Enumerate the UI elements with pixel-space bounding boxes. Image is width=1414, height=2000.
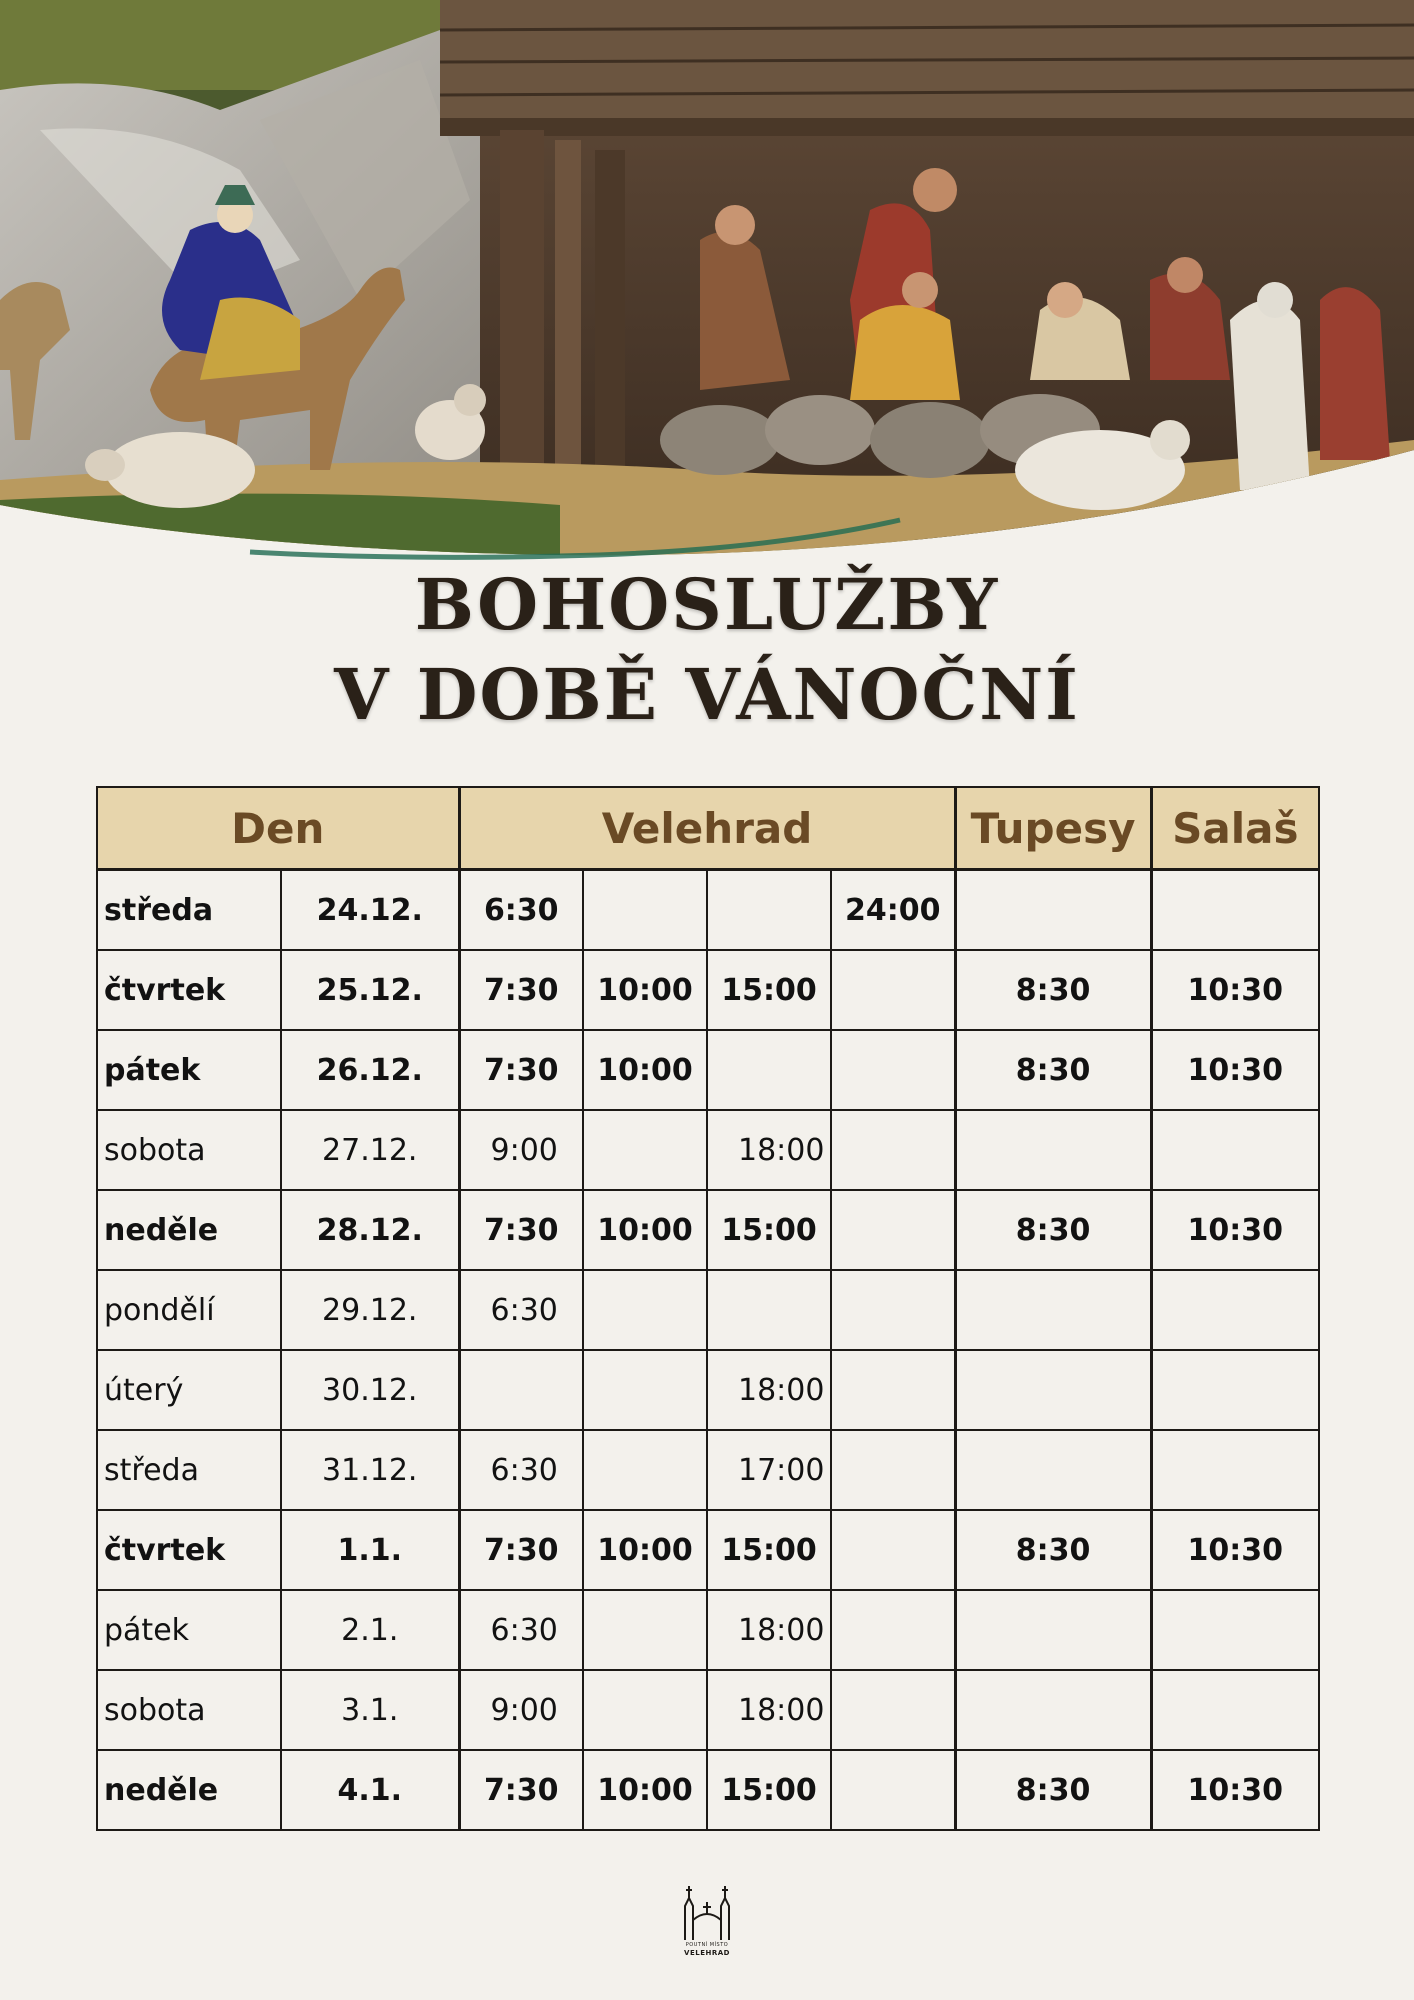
tupesy-time: 8:30 xyxy=(955,1510,1151,1590)
salas-time xyxy=(1151,1110,1319,1190)
salas-time xyxy=(1151,1590,1319,1670)
salas-time: 10:30 xyxy=(1151,950,1319,1030)
tupesy-time xyxy=(955,1430,1151,1510)
velehrad-time-2: 10:00 xyxy=(583,1190,707,1270)
salas-time: 10:30 xyxy=(1151,1510,1319,1590)
velehrad-time-2 xyxy=(583,1110,707,1190)
salas-time xyxy=(1151,1270,1319,1350)
velehrad-time-4 xyxy=(831,1430,955,1510)
tupesy-time xyxy=(955,1350,1151,1430)
logo-big-text: VELEHRAD xyxy=(684,1949,730,1957)
header-den: Den xyxy=(97,787,459,870)
tupesy-time: 8:30 xyxy=(955,1190,1151,1270)
velehrad-time-4 xyxy=(831,1590,955,1670)
salas-time xyxy=(1151,1430,1319,1510)
salas-time xyxy=(1151,1350,1319,1430)
table-row xyxy=(97,1190,1319,1270)
velehrad-time-4 xyxy=(831,1350,955,1430)
velehrad-time-4 xyxy=(831,1750,955,1830)
tupesy-time xyxy=(955,1270,1151,1350)
header-tupesy: Tupesy xyxy=(955,787,1151,870)
tupesy-time: 8:30 xyxy=(955,950,1151,1030)
velehrad-time-4 xyxy=(831,1670,955,1750)
church-towers-icon xyxy=(679,1880,735,1942)
table-row xyxy=(97,1510,1319,1590)
day-cell: středa xyxy=(97,870,281,951)
day-cell: sobota xyxy=(97,1110,281,1190)
velehrad-time-2: 10:00 xyxy=(583,950,707,1030)
day-cell: neděle xyxy=(97,1190,281,1270)
date-cell: 30.12. xyxy=(281,1350,459,1430)
day-cell: sobota xyxy=(97,1670,281,1750)
date-cell: 29.12. xyxy=(281,1270,459,1350)
title-line-2: V DOBĚ VÁNOČNÍ xyxy=(334,653,1080,736)
day-cell: neděle xyxy=(97,1750,281,1830)
day-cell: středa xyxy=(97,1430,281,1510)
velehrad-time-3: 18:00 xyxy=(707,1350,831,1430)
salas-time: 10:30 xyxy=(1151,1030,1319,1110)
day-cell: pondělí xyxy=(97,1270,281,1350)
velehrad-time-1: 6:30 xyxy=(459,1270,583,1350)
velehrad-time-3 xyxy=(707,870,831,951)
velehrad-time-1: 9:00 xyxy=(459,1670,583,1750)
day-cell: čtvrtek xyxy=(97,1510,281,1590)
table-row xyxy=(97,1590,1319,1670)
velehrad-time-3 xyxy=(707,1030,831,1110)
velehrad-time-1: 7:30 xyxy=(459,1510,583,1590)
velehrad-time-4 xyxy=(831,1030,955,1110)
date-cell: 24.12. xyxy=(281,870,459,951)
velehrad-time-2: 10:00 xyxy=(583,1750,707,1830)
velehrad-time-3: 18:00 xyxy=(707,1110,831,1190)
salas-time xyxy=(1151,1670,1319,1750)
table-row xyxy=(97,1350,1319,1430)
velehrad-time-2 xyxy=(583,1430,707,1510)
date-cell: 28.12. xyxy=(281,1190,459,1270)
page-title xyxy=(0,560,1414,740)
tupesy-time xyxy=(955,870,1151,951)
table-row xyxy=(97,1430,1319,1510)
velehrad-time-2 xyxy=(583,1270,707,1350)
date-cell: 2.1. xyxy=(281,1590,459,1670)
tupesy-time xyxy=(955,1670,1151,1750)
tupesy-time: 8:30 xyxy=(955,1750,1151,1830)
day-cell: úterý xyxy=(97,1350,281,1430)
nativity-scene-image xyxy=(0,0,1414,560)
velehrad-time-3: 18:00 xyxy=(707,1590,831,1670)
day-cell: čtvrtek xyxy=(97,950,281,1030)
salas-time: 10:30 xyxy=(1151,1750,1319,1830)
table-row xyxy=(97,1270,1319,1350)
date-cell: 4.1. xyxy=(281,1750,459,1830)
velehrad-time-1: 6:30 xyxy=(459,870,583,951)
velehrad-time-2: 10:00 xyxy=(583,1030,707,1110)
service-schedule-table xyxy=(96,786,1320,1831)
velehrad-time-1: 7:30 xyxy=(459,1190,583,1270)
velehrad-time-1: 6:30 xyxy=(459,1430,583,1510)
velehrad-time-1: 7:30 xyxy=(459,950,583,1030)
velehrad-time-4 xyxy=(831,1270,955,1350)
salas-time: 10:30 xyxy=(1151,1190,1319,1270)
velehrad-time-2 xyxy=(583,1590,707,1670)
velehrad-time-1: 6:30 xyxy=(459,1590,583,1670)
velehrad-time-3: 15:00 xyxy=(707,950,831,1030)
tupesy-time xyxy=(955,1110,1151,1190)
salas-time xyxy=(1151,870,1319,951)
title-line-1: BOHOSLUŽBY xyxy=(414,563,1000,646)
velehrad-time-3: 17:00 xyxy=(707,1430,831,1510)
date-cell: 25.12. xyxy=(281,950,459,1030)
velehrad-time-1: 9:00 xyxy=(459,1110,583,1190)
velehrad-time-4 xyxy=(831,1110,955,1190)
table-row xyxy=(97,1030,1319,1110)
header-salas: Salaš xyxy=(1151,787,1319,870)
velehrad-time-4 xyxy=(831,950,955,1030)
velehrad-time-2: 10:00 xyxy=(583,1510,707,1590)
table-row xyxy=(97,870,1319,951)
date-cell: 26.12. xyxy=(281,1030,459,1110)
date-cell: 27.12. xyxy=(281,1110,459,1190)
velehrad-time-2 xyxy=(583,1350,707,1430)
velehrad-time-1 xyxy=(459,1350,583,1430)
velehrad-time-1: 7:30 xyxy=(459,1750,583,1830)
tupesy-time: 8:30 xyxy=(955,1030,1151,1110)
date-cell: 1.1. xyxy=(281,1510,459,1590)
tupesy-time xyxy=(955,1590,1151,1670)
table-row xyxy=(97,1670,1319,1750)
date-cell: 3.1. xyxy=(281,1670,459,1750)
velehrad-time-3: 15:00 xyxy=(707,1190,831,1270)
velehrad-time-4 xyxy=(831,1190,955,1270)
table-row xyxy=(97,1750,1319,1830)
logo-small-text: POUTNÍ MÍSTO xyxy=(685,1942,729,1948)
velehrad-time-1: 7:30 xyxy=(459,1030,583,1110)
day-cell: pátek xyxy=(97,1030,281,1110)
velehrad-time-3: 15:00 xyxy=(707,1510,831,1590)
velehrad-time-4 xyxy=(831,1510,955,1590)
velehrad-time-2 xyxy=(583,870,707,951)
table-row xyxy=(97,1110,1319,1190)
velehrad-logo xyxy=(670,1880,744,1970)
day-cell: pátek xyxy=(97,1590,281,1670)
date-cell: 31.12. xyxy=(281,1430,459,1510)
velehrad-time-4: 24:00 xyxy=(831,870,955,951)
velehrad-time-3: 18:00 xyxy=(707,1670,831,1750)
table-header-row xyxy=(97,787,1319,870)
velehrad-time-2 xyxy=(583,1670,707,1750)
header-velehrad: Velehrad xyxy=(459,787,955,870)
velehrad-time-3 xyxy=(707,1270,831,1350)
table-row xyxy=(97,950,1319,1030)
velehrad-time-3: 15:00 xyxy=(707,1750,831,1830)
